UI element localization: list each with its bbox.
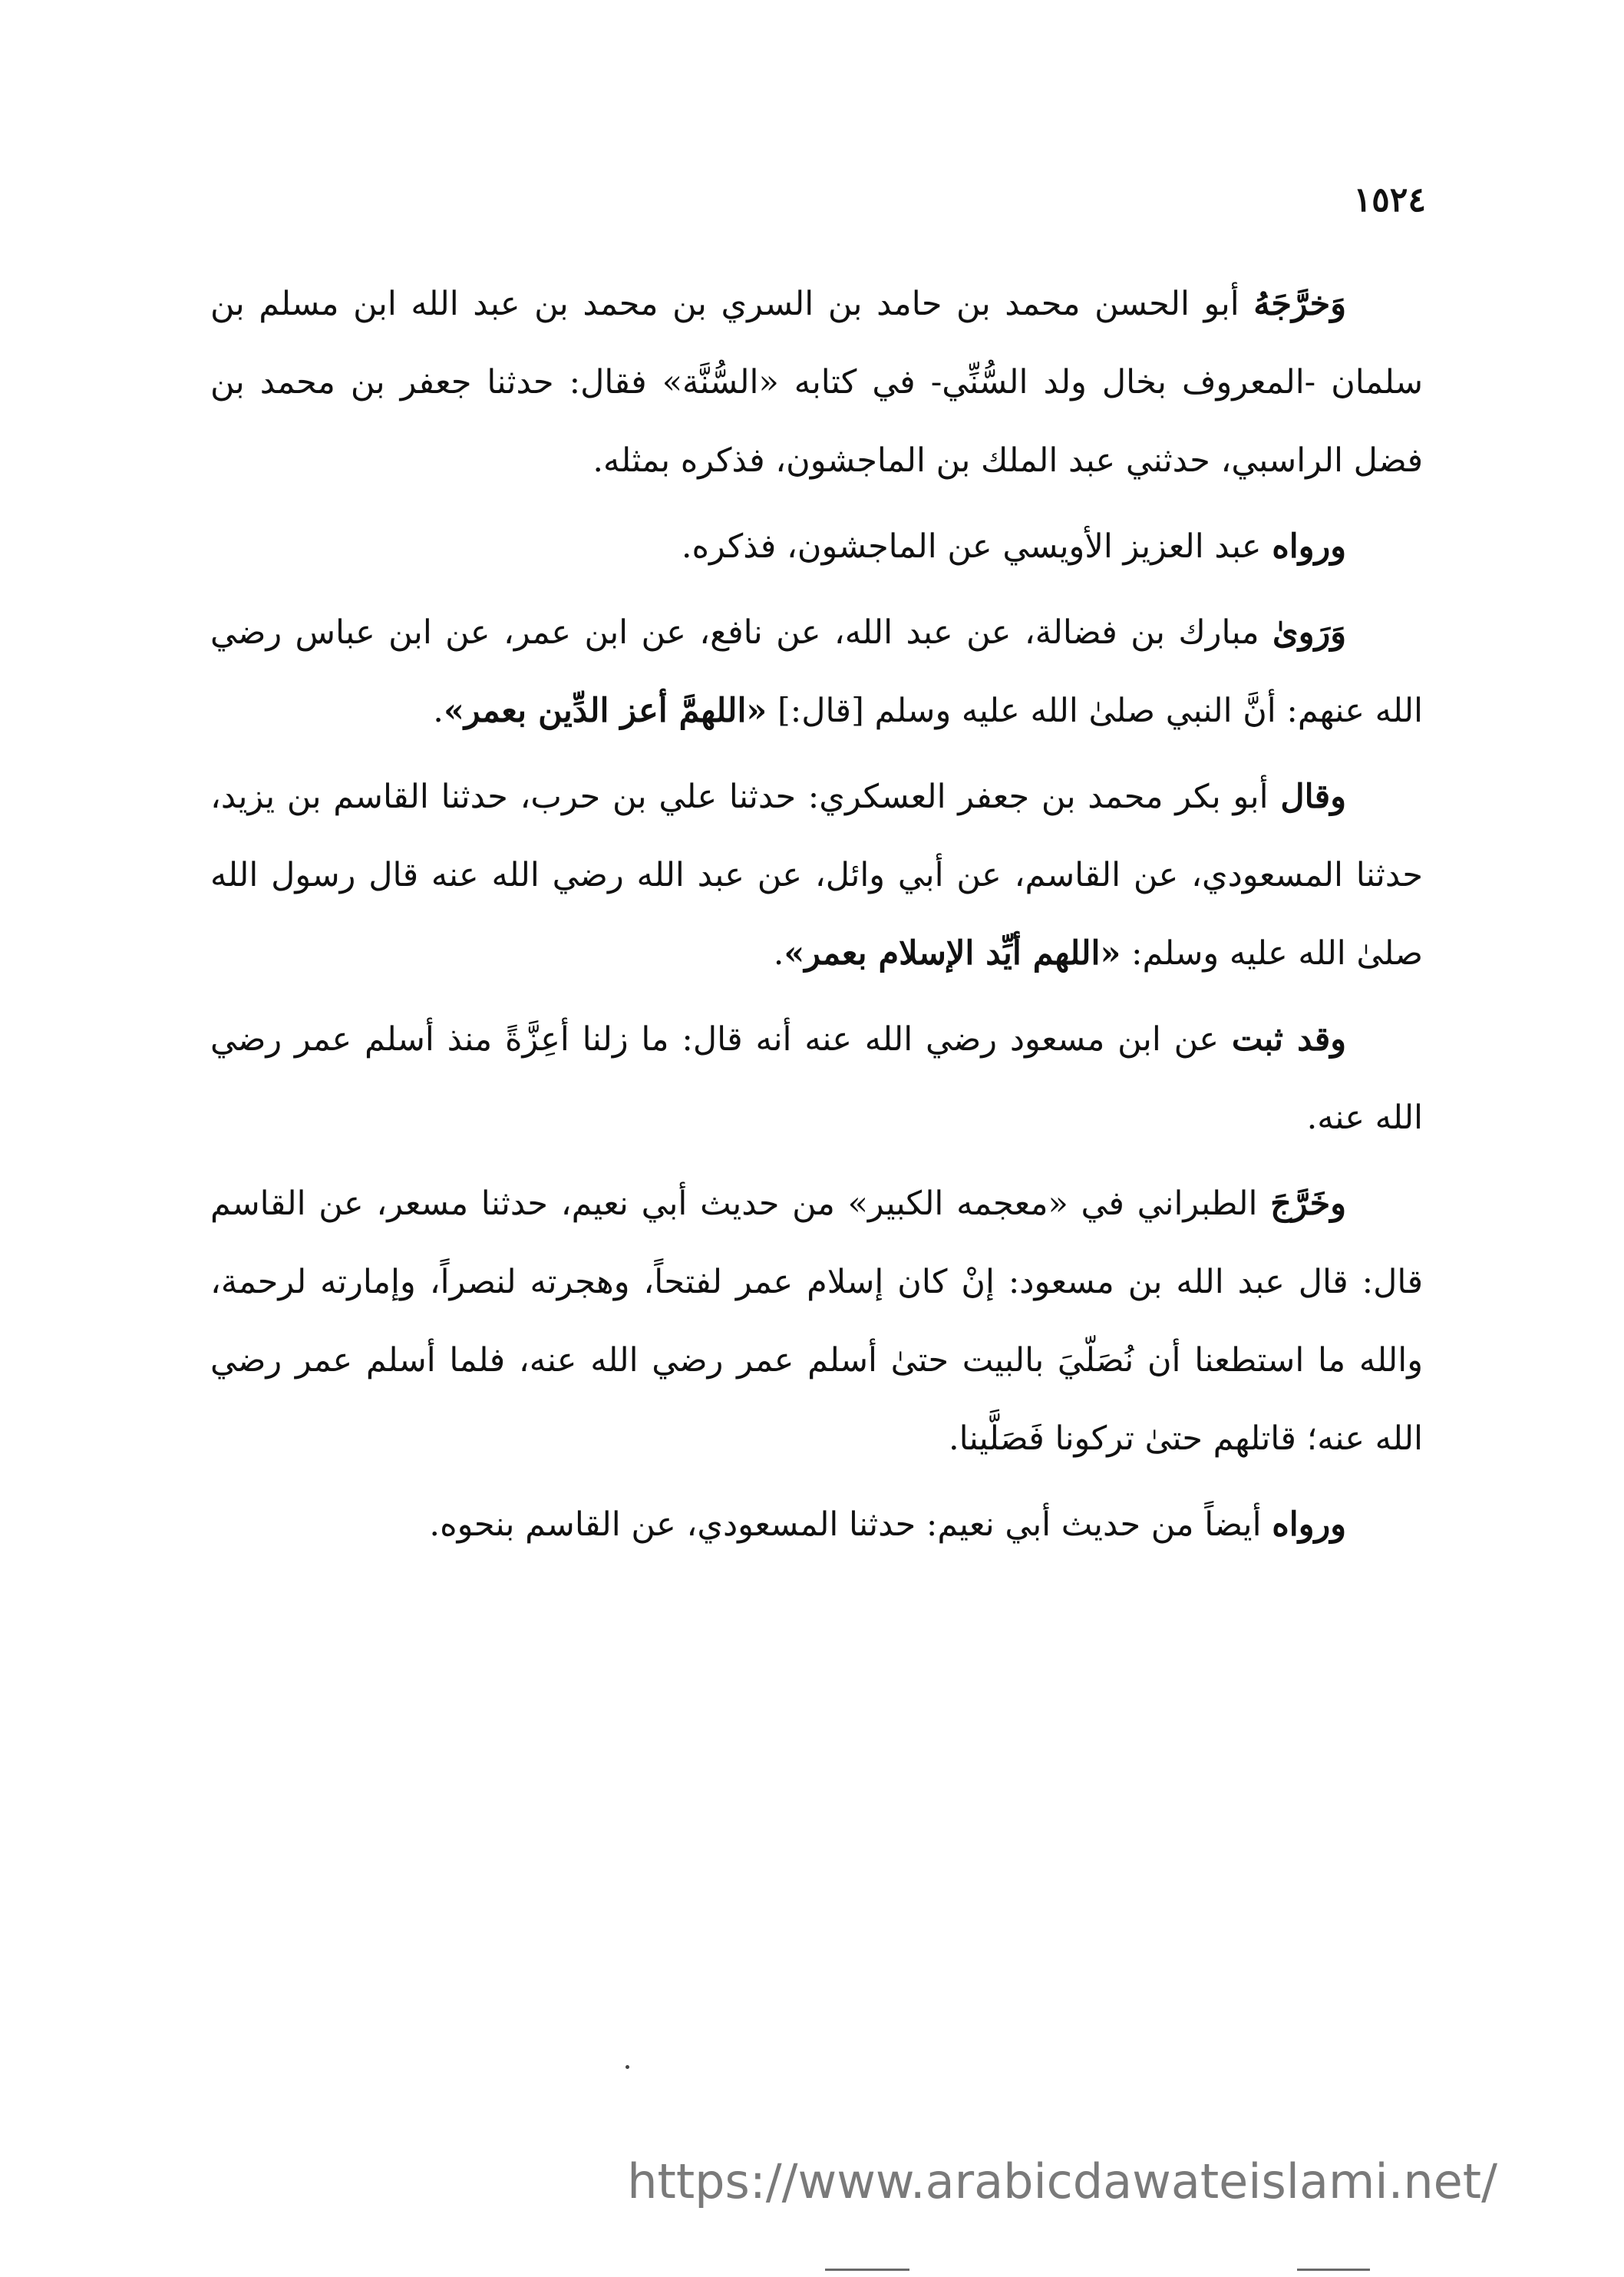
paragraph-2 — [210, 507, 1423, 586]
scan-edge-mark — [1297, 2269, 1370, 2271]
scan-speck — [626, 2065, 629, 2069]
paragraph-text: أبو الحسن محمد بن حامد بن السري بن محمد بن عبد الله ابن مسلم بن سلمان -المعروف بخال ولد السُّنِّي- في كتابه «السُّنَّة» فقال: حدثنا جعفر بن محمد بن فضل الراسبي، حدثني عبد الملك بن الماجشون، فذكره بمثله. — [210, 285, 1423, 480]
paragraph-lead: ورواه — [1272, 1505, 1346, 1544]
paragraph-1 — [210, 265, 1423, 500]
hadith-quote: «اللهمَّ أعز الدِّين بعمر» — [443, 692, 767, 730]
paragraph-lead: وَرَوىٰ — [1272, 613, 1346, 652]
paragraph-5 — [210, 1000, 1423, 1157]
paragraph-lead: وقال — [1280, 778, 1346, 816]
paragraph-3 — [210, 593, 1423, 750]
paragraph-4 — [210, 758, 1423, 993]
scan-edge-mark — [825, 2269, 909, 2271]
hadith-quote: «اللهم أيِّد الإسلام بعمر» — [784, 934, 1121, 973]
paragraph-text: أيضاً من حديث أبي نعيم: حدثنا المسعودي، عن القاسم بنحوه. — [429, 1505, 1272, 1544]
paragraph-lead: وَخرَّجَهُ — [1253, 285, 1346, 323]
paragraph-text: عبد العزيز الأويسي عن الماجشون، فذكره. — [681, 527, 1272, 566]
paragraph-lead: ورواه — [1272, 527, 1346, 566]
paragraph-text: مبارك بن فضالة، عن عبد الله، عن نافع، عن ابن عمر، عن ابن عباس رضي الله عنهم: أنَّ النبي صلىٰ الله عليه وسلم [قال:] — [210, 613, 1423, 730]
paragraph-tail: . — [433, 692, 444, 730]
paragraph-text: الطبراني في «معجمه الكبير» من حديث أبي نعيم، حدثنا مسعر، عن القاسم قال: قال عبد الله بن مسعود: إنْ كان إسلام عمر لفتحاً، وهجرته لنصراً، وإمارته لرحمة، والله ما استطعنا أن نُصَلّيَ بالبيت حتىٰ أسلم عمر رضي الله عنه، فلما أسلم عمر رضي الله عنه؛ قاتلهم حتىٰ تركونا فَصَلَّينا. — [210, 1185, 1423, 1458]
paragraph-lead: وخَرَّجَ — [1270, 1185, 1346, 1223]
paragraph-7 — [210, 1486, 1423, 1564]
page-number: ١٥٢٤ — [1353, 180, 1426, 220]
paragraph-6 — [210, 1165, 1423, 1478]
text-body — [210, 265, 1423, 1571]
watermark-url: https://www.arabicdawateislami.net/ — [627, 2153, 1497, 2209]
paragraph-lead: وقد ثبت — [1231, 1020, 1347, 1059]
paragraph-tail: . — [773, 934, 784, 973]
paragraph-text: أبو بكر محمد بن جعفر العسكري: حدثنا علي بن حرب، حدثنا القاسم بن يزيد، حدثنا المسعودي، عن القاسم، عن أبي وائل، عن عبد الله رضي الله عنه قال رسول الله صلىٰ الله عليه وسلم: — [210, 778, 1423, 973]
paragraph-text: عن ابن مسعود رضي الله عنه أنه قال: ما زلنا أعِزَّةً منذ أسلم عمر رضي الله عنه. — [210, 1020, 1423, 1137]
